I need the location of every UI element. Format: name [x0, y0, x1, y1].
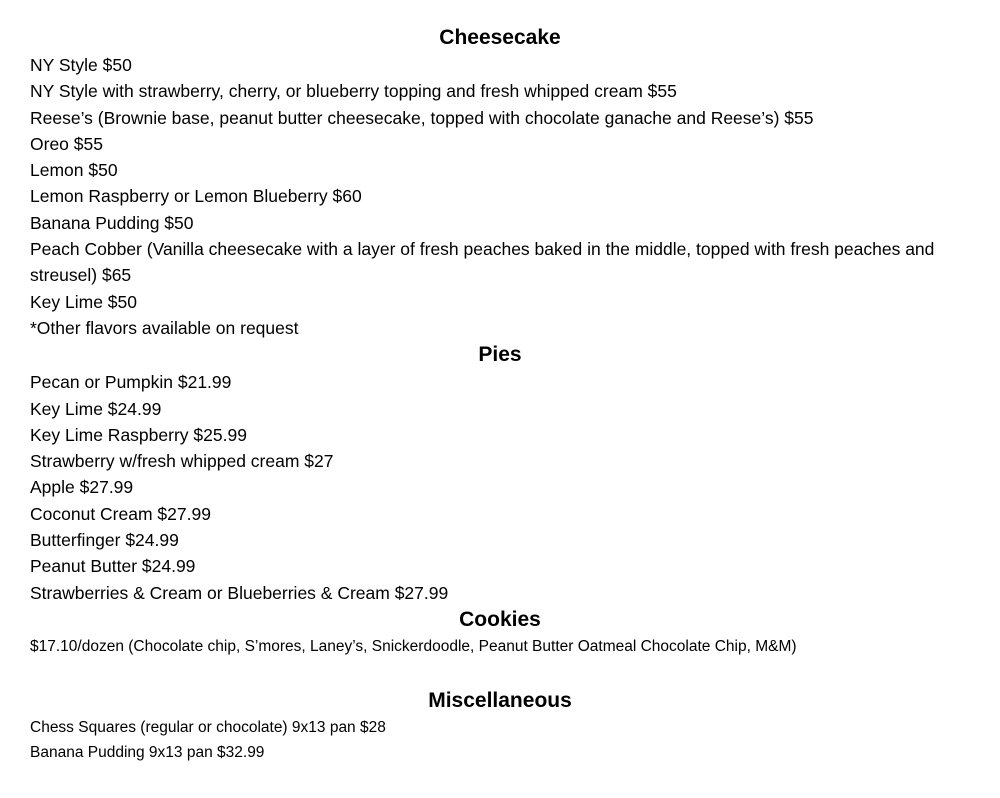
- cheesecake-item: Lemon $50: [30, 160, 118, 181]
- pie-item: Peanut Butter $24.99: [30, 556, 196, 577]
- pie-item: Apple $27.99: [30, 477, 134, 498]
- cheesecake-note: *Other flavors available on request: [30, 317, 299, 338]
- cheesecake-item: NY Style with strawberry, cherry, or blueberry topping and fresh whipped cream $55: [30, 81, 677, 102]
- pie-item: Butterfinger $24.99: [30, 530, 179, 551]
- pie-item: Pecan or Pumpkin $21.99: [30, 372, 232, 393]
- cheesecake-item: streusel) $65: [30, 265, 132, 286]
- pie-item: Strawberries & Cream or Blueberries & Cream $27.99: [30, 582, 449, 603]
- cheesecake-section: [30, 24, 970, 341]
- miscellaneous-title: Miscellaneous: [428, 688, 572, 712]
- pies-section: [30, 341, 970, 606]
- miscellaneous-item: Chess Squares (regular or chocolate) 9x13 pan $28: [30, 718, 386, 736]
- pies-title: Pies: [478, 343, 522, 367]
- cookies-line: $17.10/dozen (Chocolate chip, S’mores, Laney’s, Snickerdoodle, Peanut Butter Oatmeal Chocolate Chip, M&M): [30, 637, 797, 655]
- cheesecake-item: NY Style $50: [30, 55, 132, 75]
- cheesecake-item: Peach Cobber (Vanilla cheesecake with a layer of fresh peaches baked in the middle, topped with fresh peaches and: [30, 239, 935, 260]
- cheesecake-item: Banana Pudding $50: [30, 212, 194, 233]
- pie-item: Key Lime $24.99: [30, 398, 162, 419]
- section-spacer: [30, 660, 970, 687]
- cookies-section: [30, 606, 970, 660]
- pie-item: Key Lime Raspberry $25.99: [30, 424, 247, 445]
- cheesecake-item: Lemon Raspberry or Lemon Blueberry $60: [30, 186, 362, 207]
- miscellaneous-item: Banana Pudding 9x13 pan $32.99: [30, 743, 265, 761]
- cheesecake-item: Reese’s (Brownie base, peanut butter cheesecake, topped with chocolate ganache and Reese’s) $55: [30, 107, 814, 128]
- miscellaneous-section: [30, 687, 970, 765]
- pie-item: Coconut Cream $27.99: [30, 503, 211, 524]
- cheesecake-item: Key Lime $50: [30, 291, 138, 312]
- cheesecake-title: Cheesecake: [439, 26, 561, 49]
- pie-item: Strawberry w/fresh whipped cream $27: [30, 451, 334, 472]
- cheesecake-item: Oreo $55: [30, 133, 103, 154]
- cookies-title: Cookies: [459, 607, 541, 631]
